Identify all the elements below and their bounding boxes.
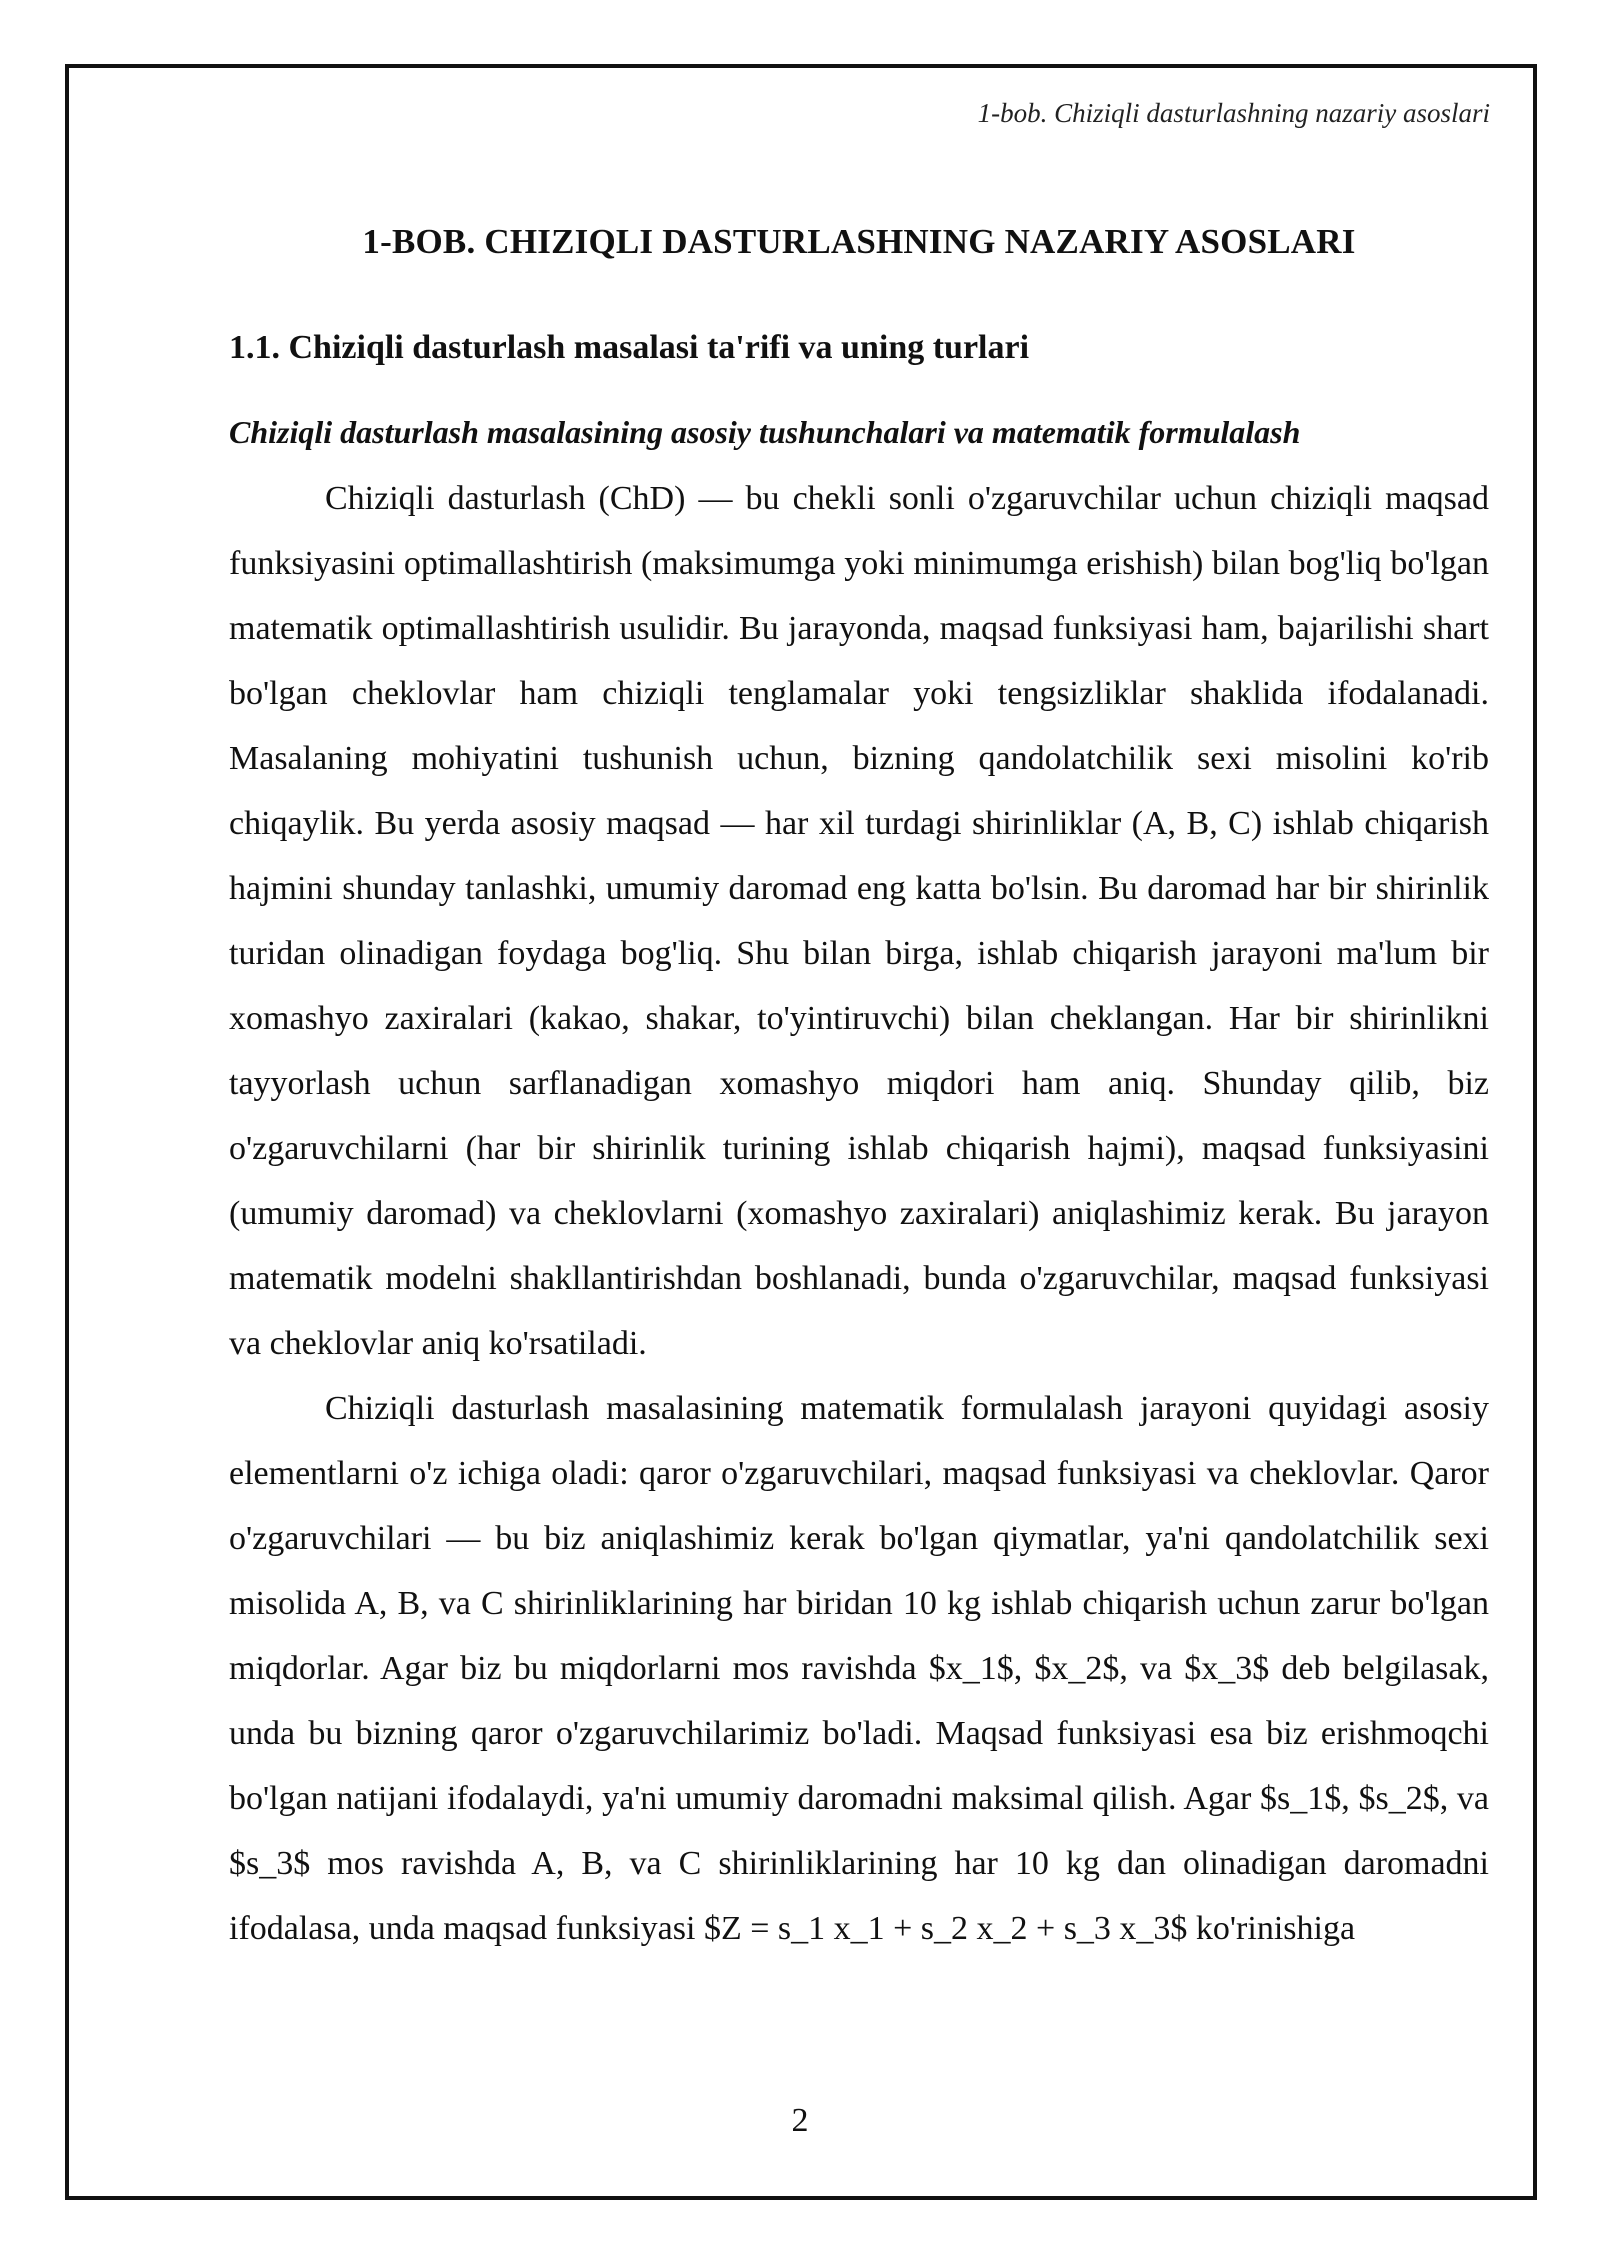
subsection-title: Chiziqli dasturlash masalasining asosiy tushunchalari va matematik formulalash bbox=[229, 413, 1301, 450]
running-header: 1-bob. Chiziqli dasturlashning nazariy asoslari bbox=[977, 98, 1490, 128]
body-paragraph-1: Chiziqli dasturlash (ChD) — bu chekli sonli o'zgaruvchilar uchun chiziqli maqsad funksiyasini optimallashtirish (maksimumga yoki minimumga erishish) bilan bog'liq bo'lgan matematik optimallashtirish usulidir. Bu jarayonda, maqsad funksiyasi ham, bajarilishi shart bo'lgan cheklovlar ham chiziqli tenglamalar yoki tengsizliklar shaklida ifodalanadi. Masalaning mohiyatini tushunish uchun, bizning qandolatchilik sexi misolini ko'rib chiqaylik. Bu yerda asosiy maqsad — har xil turdagi shirinliklar (A, B, C) ishlab chiqarish hajmini shunday tanlashki, umumiy daromad eng katta bo'lsin. Bu daromad har bir shirinlik turidan olinadigan foydaga bog'liq. Shu bilan birga, ishlab chiqarish jarayoni ma'lum bir xomashyo zaxiralari (kakao, shakar, to'yintiruvchi) bilan cheklangan. Har bir shirinlikni tayyorlash uchun sarflanadigan xomashyo miqdori ham aniq. Shunday qilib, biz o'zgaruvchilarni (har bir shirinlik turining ishlab chiqarish hajmi), maqsad funksiyasini (umumiy daromad) va cheklovlarni (xomashyo zaxiralari) aniqlashimiz kerak. Bu jarayon matematik modelni shakllantirishdan boshlanadi, bunda o'zgaruvchilar, maqsad funksiyasi va cheklovlar aniq ko'rsatiladi. bbox=[229, 480, 1489, 1363]
body-paragraph-2: Chiziqli dasturlash masalasining matematik formulalash jarayoni quyidagi asosiy elementlarni o'z ichiga oladi: qaror o'zgaruvchilari, maqsad funksiyasi va cheklovlar. Qaror o'zgaruvchilari — bu biz aniqlashimiz kerak bo'lgan qiymatlar, ya'ni qandolatchilik sexi misolida A, B, va C shirinliklarining har biridan 10 kg ishlab chiqarish uchun zarur bo'lgan miqdorlar. Agar biz bu miqdorlarni mos ravishda $x_1$, $x_2$, va $x_3$ deb belgilasak, unda bu bizning qaror o'zgaruvchilarimiz bo'ladi. Maqsad funksiyasi esa biz erishmoqchi bo'lgan natijani ifodalaydi, ya'ni umumiy daromadni maksimal qilish. Agar $s_1$, $s_2$, va $s_3$ mos ravishda A, B, va C shirinliklarining har 10 kg dan olinadigan daromadni ifodalasa, unda maqsad funksiyasi $Z = s_1 x_1 + s_2 x_2 + s_3 x_3$ ko'rinishiga bbox=[229, 1390, 1489, 1948]
page-content bbox=[229, 205, 1489, 1961]
page-number: 2 bbox=[791, 2102, 809, 2139]
chapter-title: 1-BOB. CHIZIQLI DASTURLASHNING NAZARIY ASOSLARI bbox=[362, 222, 1356, 261]
section-title: 1.1. Chiziqli dasturlash masalasi ta'rifi va uning turlari bbox=[229, 329, 1030, 366]
